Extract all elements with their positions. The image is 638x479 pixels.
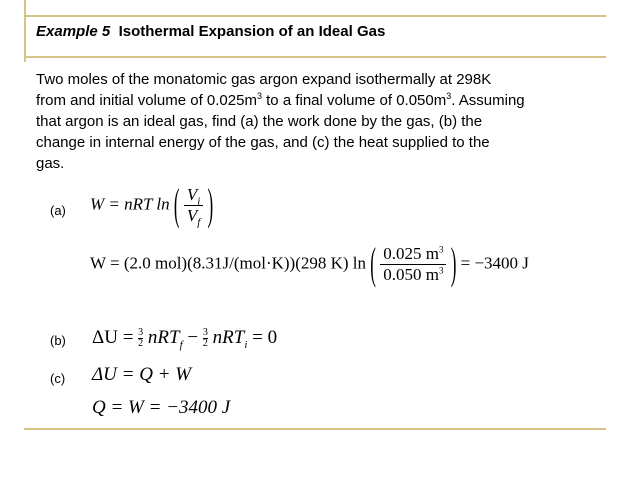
example-title bbox=[36, 23, 385, 40]
part-a-label: (a) bbox=[50, 203, 66, 218]
equation-b-result: = 0 bbox=[252, 327, 278, 348]
paren-close: ) bbox=[207, 179, 214, 229]
equation-a1-lhs: W = nRT ln bbox=[90, 194, 170, 214]
problem-line-2c: . Assuming bbox=[451, 92, 525, 109]
equation-a2-result: = −3400 J bbox=[460, 253, 529, 273]
fraction-vi-vf bbox=[184, 185, 203, 229]
problem-line-2b: to a final volume of 0.050m bbox=[261, 92, 447, 109]
equation-a1 bbox=[90, 179, 214, 229]
frac-2: 2 bbox=[138, 338, 144, 350]
frac-3: 3 bbox=[138, 327, 144, 339]
problem-line-2 bbox=[36, 90, 620, 111]
equation-b-lhs: ΔU = bbox=[92, 327, 134, 348]
paren-open: ( bbox=[173, 179, 180, 229]
title-rule bbox=[24, 56, 606, 58]
three-halves bbox=[138, 328, 143, 349]
equation-a2-lhs: W = (2.0 mol)(8.31J/(mol·K))(298 K) ln bbox=[90, 253, 367, 273]
equation-b-term1: nRT bbox=[147, 327, 180, 348]
fraction-volumes bbox=[380, 244, 446, 285]
exponent: 3 bbox=[256, 91, 262, 101]
frac-num-sub: i bbox=[197, 195, 201, 208]
equation-b-sub2: i bbox=[244, 338, 248, 351]
equation-b-term2: nRT bbox=[212, 327, 245, 348]
left-accent-bar bbox=[24, 0, 26, 62]
frac-num: V bbox=[186, 185, 198, 204]
equation-b bbox=[92, 327, 277, 349]
equation-b-minus: − bbox=[187, 327, 199, 348]
top-rule bbox=[24, 15, 606, 17]
part-b-label: (b) bbox=[50, 333, 66, 348]
frac-2: 2 bbox=[202, 338, 208, 350]
equation-c1: ΔU = Q + W bbox=[92, 364, 192, 385]
frac-den: V bbox=[186, 206, 198, 225]
paren-open: ( bbox=[370, 238, 376, 288]
frac-den-exp: 3 bbox=[438, 265, 444, 276]
frac-num: 0.025 m bbox=[383, 244, 439, 263]
frac-den-sub: f bbox=[197, 216, 201, 229]
example-label: Example 5 bbox=[36, 23, 111, 40]
problem-line-2a: from and initial volume of 0.025m bbox=[36, 92, 257, 109]
bottom-rule bbox=[24, 428, 606, 430]
frac-3: 3 bbox=[202, 327, 208, 339]
three-halves bbox=[203, 328, 208, 349]
equation-c2: Q = W = −3400 J bbox=[92, 397, 231, 418]
problem-line-4: change in internal energy of the gas, and (c) the heat supplied to the bbox=[36, 134, 490, 151]
equation-b-sub1: f bbox=[179, 338, 183, 351]
equation-a2 bbox=[90, 238, 529, 288]
example-heading: Isothermal Expansion of an Ideal Gas bbox=[118, 23, 386, 40]
problem-line-3: that argon is an ideal gas, find (a) the work done by the gas, (b) the bbox=[36, 113, 483, 130]
problem-line-1: Two moles of the monatomic gas argon expand isothermally at 298K bbox=[36, 71, 492, 88]
problem-line-5: gas. bbox=[36, 155, 65, 172]
exponent: 3 bbox=[446, 91, 452, 101]
paren-close: ) bbox=[450, 238, 457, 288]
part-c-label: (c) bbox=[50, 371, 66, 386]
frac-num-exp: 3 bbox=[438, 244, 444, 255]
problem-statement bbox=[36, 69, 620, 174]
frac-den: 0.050 m bbox=[383, 265, 439, 284]
